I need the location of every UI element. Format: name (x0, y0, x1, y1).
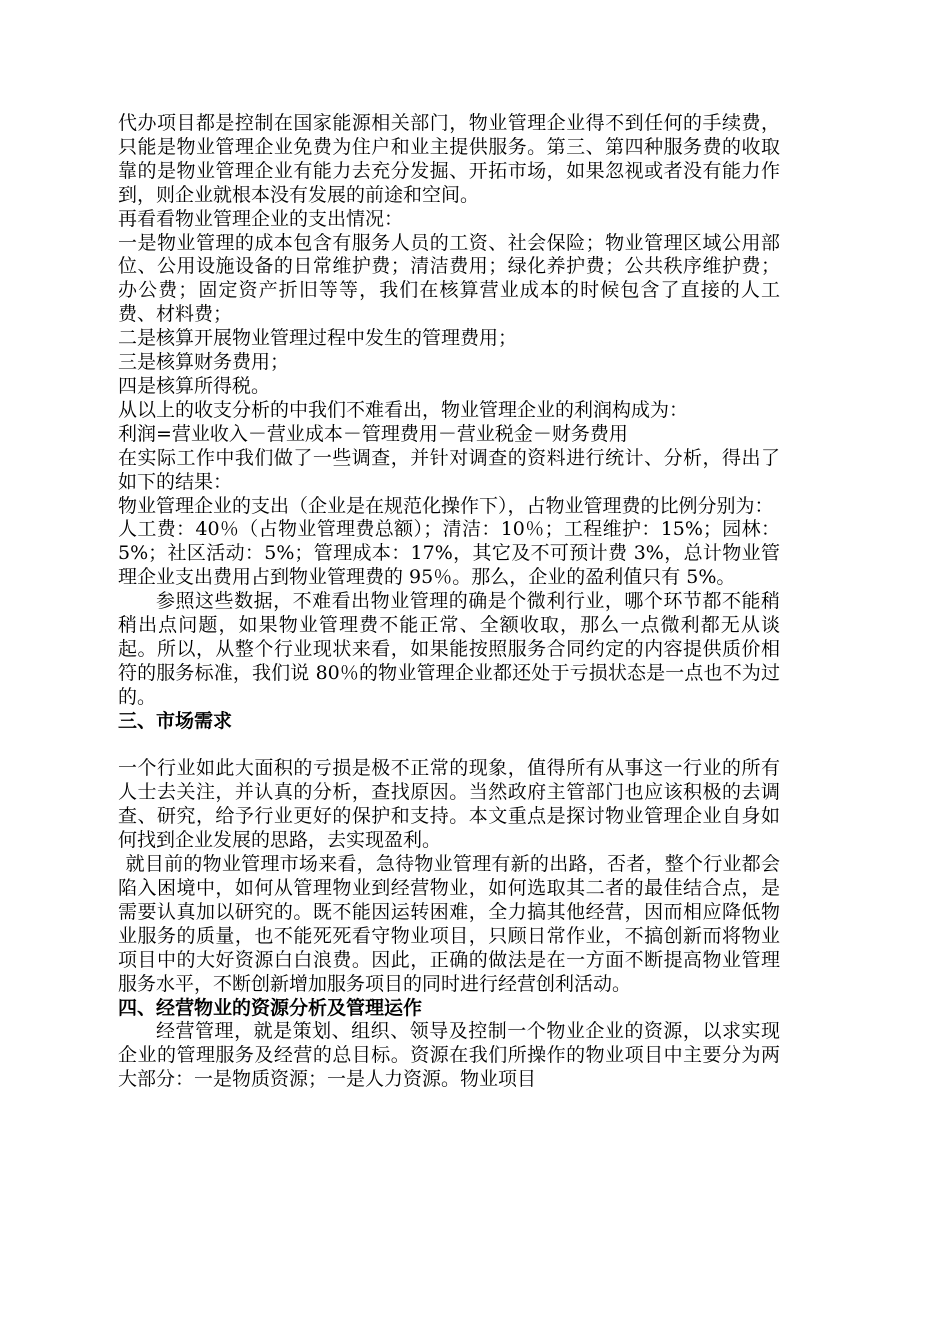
paragraph-profit-intro: 从以上的收支分析的中我们不难看出，物业管理企业的利润构成为： (118, 398, 689, 421)
paragraph-service-fees: 代办项目都是控制在国家能源相关部门，物业管理企业得不到任何的手续费，只能是物业管理企业免费为住户和业主提供服务。第三、第四种服务费的收取靠的是物业管理企业有能力去充分发掘、开拓市场，如果忽视或者没有能力作到，则企业就根本没有发展的前途和空间。 (118, 112, 780, 206)
paragraph-management-definition: 经营管理，就是策划、组织、领导及控制一个物业企业的资源，以求实现企业的管理服务及经营的总目标。资源在我们所操作的物业项目中主要分为两大部分：一是物质资源；一是人力资源。物业项目 (118, 1020, 780, 1091)
paragraph-profit-formula: 利润=营业收入－营业成本－管理费用－营业税金－财务费用 (118, 422, 628, 445)
document-page (118, 112, 780, 1092)
paragraph-industry-loss: 一个行业如此大面积的亏损是极不正常的现象，值得所有从事这一行业的所有人士去关注，并认真的分析，查找原因。当然政府主管部门也应该积极的去调查、研究，给予行业更好的保护和支持。本文重点是探讨物业管理企业自身如何找到企业发展的思路，去实现盈利。 (118, 757, 780, 852)
paragraph-survey: 在实际工作中我们做了一些调查，并针对调查的资料进行统计、分析，得出了如下的结果： (118, 446, 780, 493)
paragraph-market-outlook: 就目前的物业管理市场来看，急待物业管理有新的出路，否者，整个行业都会陷入困境中，如何从管理物业到经营物业，如何选取其二者的最佳结合点，是需要认真加以研究的。既不能因运转困难，全力搞其他经营，因而相应降低物业服务的质量，也不能死死看守物业项目，只顾日常作业，不搞创新而将物业项目中的大好资源白白浪费。因此，正确的做法是在一方面不断提高物业管理服务水平，不断创新增加服务项目的同时进行经营创利活动。 (118, 853, 780, 995)
paragraph-expense-item-1: 一是物业管理的成本包含有服务人员的工资、社会保险；物业管理区域公用部位、公用设施设备的日常维护费；清洁费用；绿化养护费；公共秩序维护费；办公费；固定资产折旧等等，我们在核算营业成本的时候包含了直接的人工费、材料费； (118, 231, 780, 326)
paragraph-expense-ratios: 人工费：40％（占物业管理费总额）；清洁：10％；工程维护：15%；园林：5%；社区活动：5%；管理成本：17%，其它及不可预计费 3%，总计物业管理企业支出费用占到物业管理费的 95％。那么，企业的盈利值只有 5%。 (118, 518, 780, 589)
paragraph-expense-ratio-intro: 物业管理企业的支出（企业是在规范化操作下），占物业管理费的比例分别为： (118, 494, 774, 517)
blank-line (118, 734, 780, 758)
paragraph-expense-item-4: 四是核算所得税。 (118, 374, 271, 397)
heading-resource-analysis: 四、经营物业的资源分析及管理运作 (118, 996, 423, 1019)
paragraph-low-profit: 参照这些数据，不难看出物业管理的确是个微利行业，哪个环节都不能稍稍出点问题，如果物业管理费不能正常、全额收取，那么一点微利都无从谈起。所以，从整个行业现状来看，如果能按照服务合同约定的内容提供质价相符的服务标准，我们说 80％的物业管理企业都还处于亏损状态是一点也不为过的。 (118, 590, 780, 708)
paragraph-expense-item-3: 三是核算财务费用； (118, 351, 290, 374)
heading-market-demand: 三、市场需求 (118, 709, 233, 732)
paragraph-expenses-intro: 再看看物业管理企业的支出情况： (118, 207, 404, 230)
paragraph-expense-item-2: 二是核算开展物业管理过程中发生的管理费用； (118, 327, 518, 350)
